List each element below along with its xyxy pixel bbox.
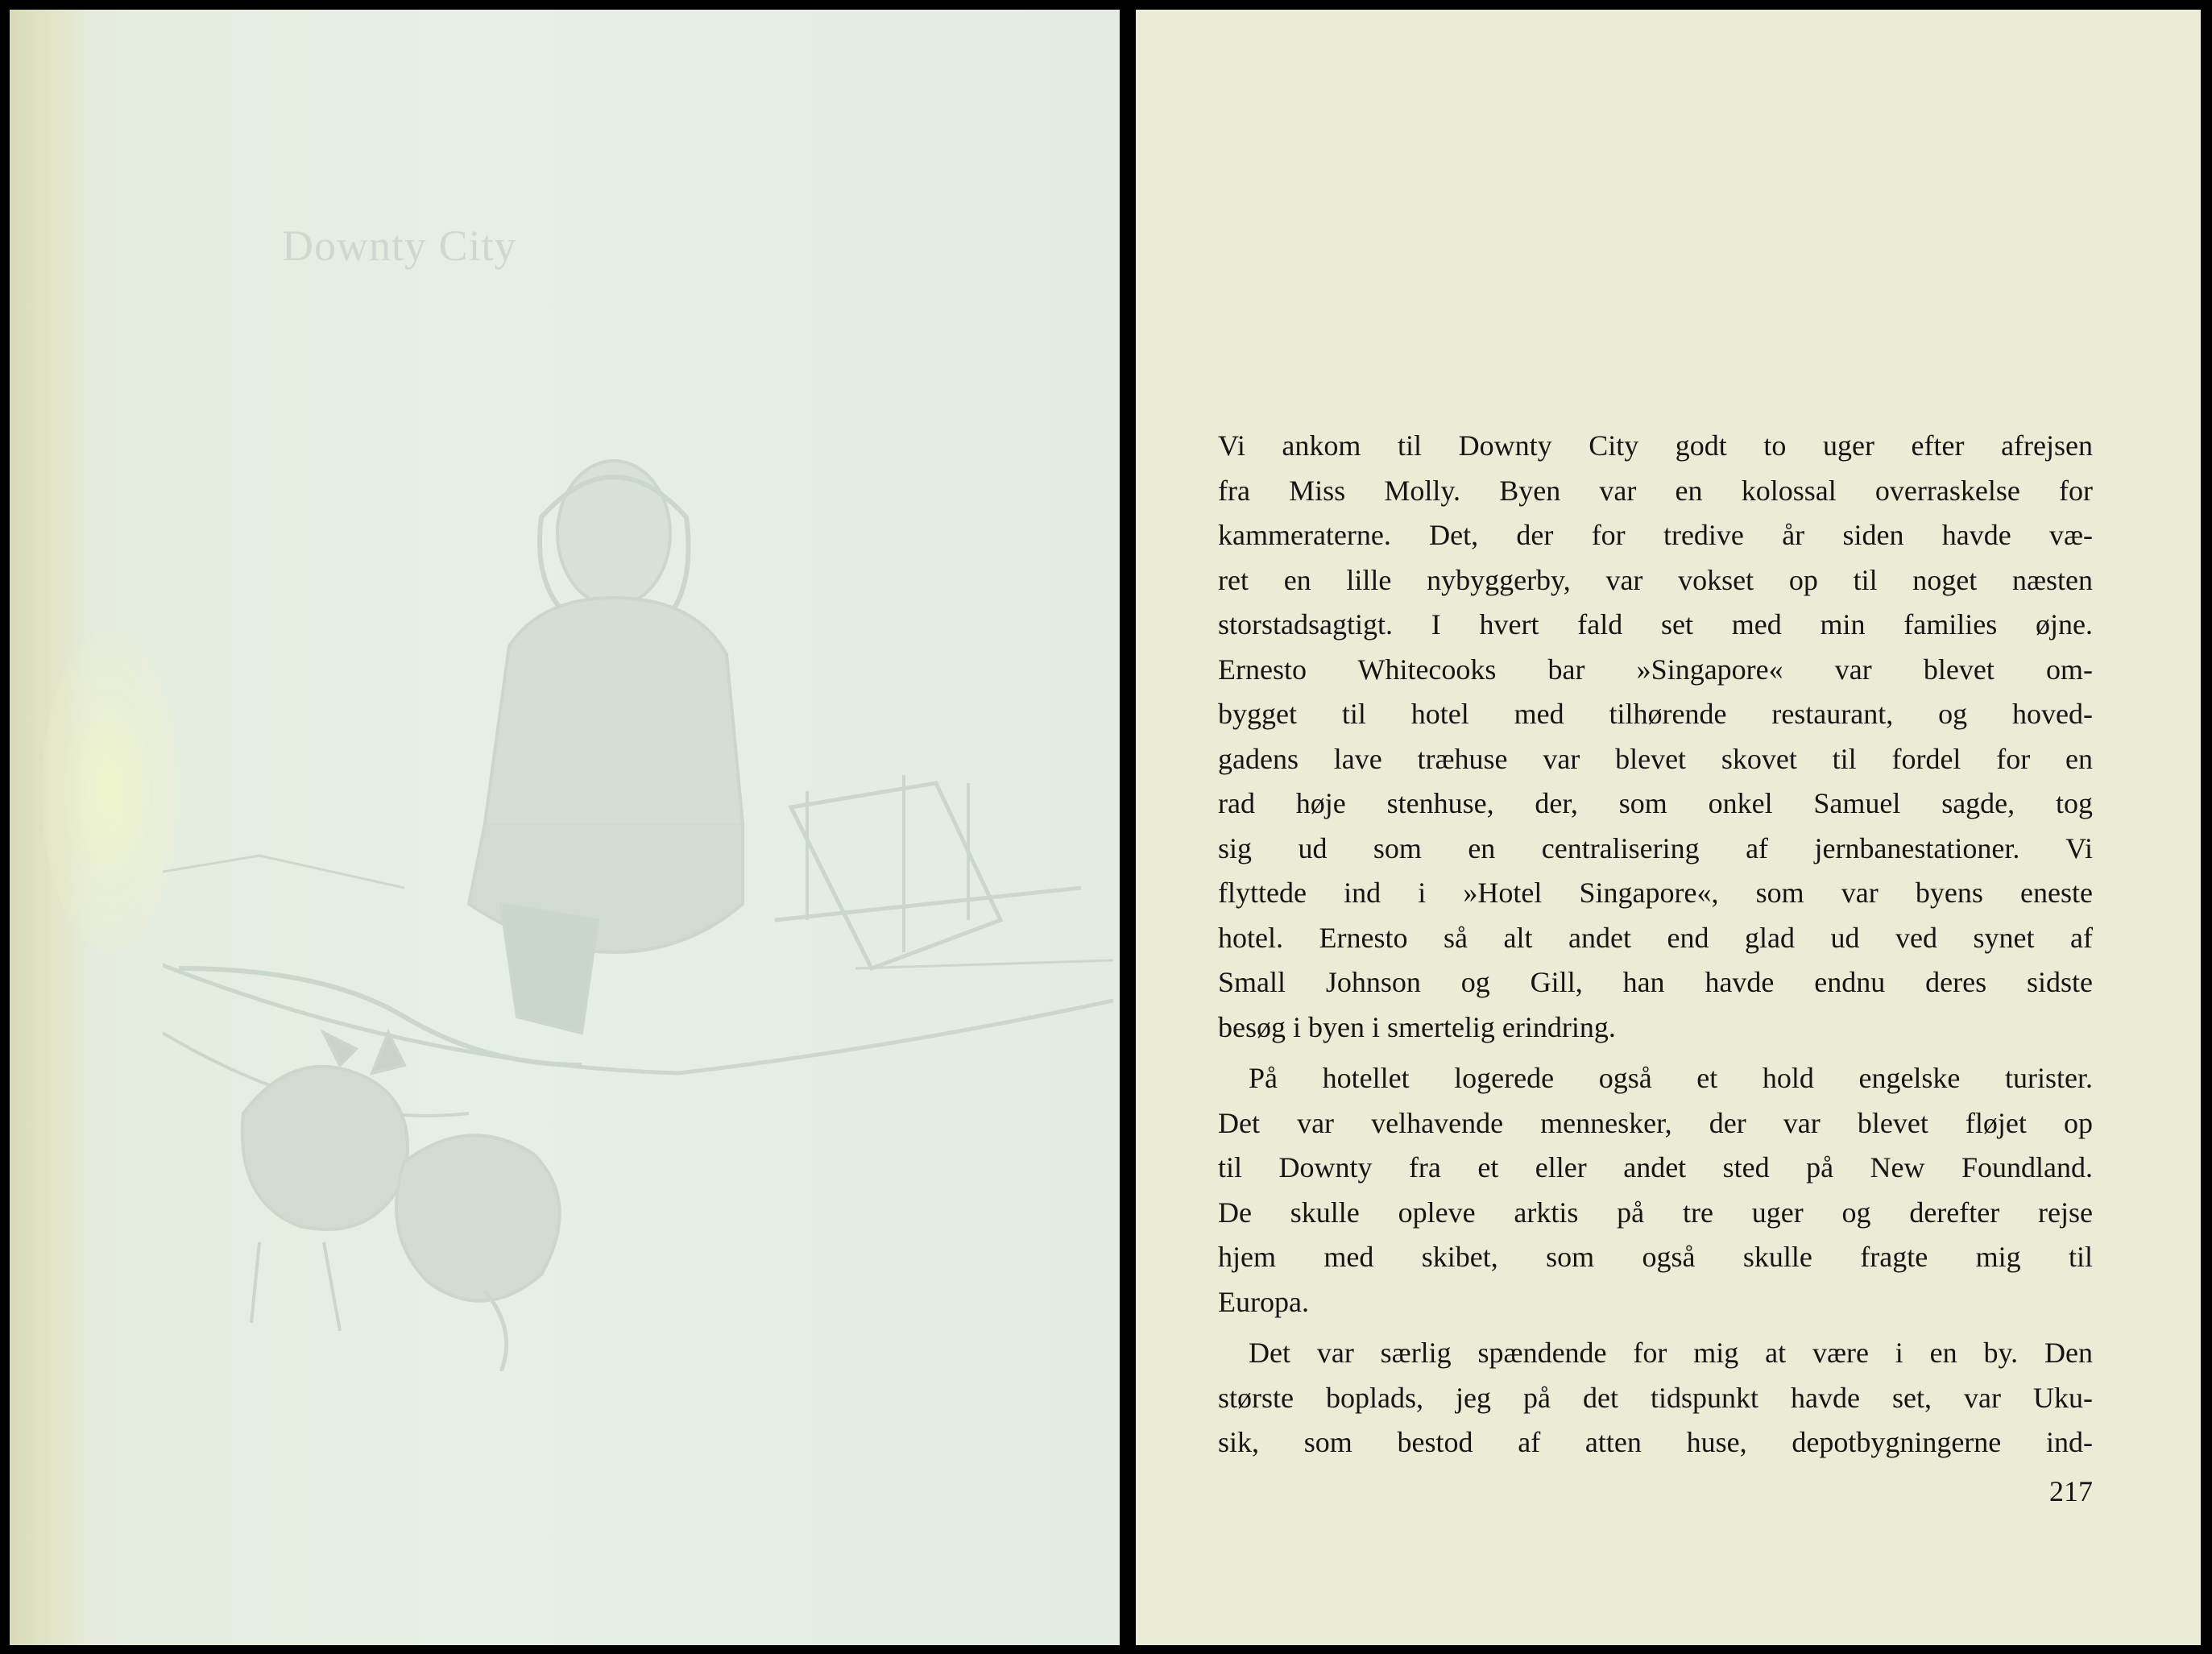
left-page [10,10,1120,1645]
text-line: sig ud som en centralisering af jernbanestationer. Vi [1218,831,2093,864]
text-line: største boplads, jeg på det tidspunkt havde set, var Uku- [1218,1381,2093,1414]
text-line: På hotellet logerede også et hold engelske turister. [1249,1062,2093,1094]
text-line: Ernesto Whitecooks bar »Singapore« var blevet om- [1218,653,2093,686]
text-line: hotel. Ernesto så alt andet end glad ud ved synet af [1218,921,2093,954]
text-line: Det var særlig spændende for mig at være i en by. Den [1249,1337,2093,1369]
hunter-sled-illustration [163,404,1113,1371]
text-line: ret en lille nybyggerby, var vokset op til noget næsten [1218,563,2093,596]
text-line: hjem med skibet, som også skulle fragte mig til [1218,1241,2093,1273]
text-line: kammeraterne. Det, der for tredive år siden havde væ- [1218,519,2093,551]
text-line: bygget til hotel med tilhørende restaurant, og hoved- [1218,698,2093,730]
text-line: Vi ankom til Downty City godt to uger efter afrejsen [1218,429,2093,462]
text-line: Det var velhavende mennesker, der var blevet fløjet op [1218,1106,2093,1139]
text-line: Small Johnson og Gill, han havde endnu deres sidste [1218,966,2093,998]
text-line: Europa. [1218,1285,1309,1318]
right-page [1136,10,2201,1645]
text-line: gadens lave træhuse var blevet skovet til fordel for en [1218,742,2093,775]
page-number: 217 [2049,1475,2093,1507]
text-line: sik, som bestod af atten huse, depotbygningerne ind- [1218,1426,2093,1458]
text-line: til Downty fra et eller andet sted på New Foundland. [1218,1151,2093,1184]
text-line: De skulle opleve arktis på tre uger og derefter rejse [1218,1196,2093,1229]
text-line: fra Miss Molly. Byen var en kolossal overraskelse for [1218,474,2093,507]
light-glare [42,630,179,952]
body-text [1218,424,2093,1465]
text-line: rad høje stenhuse, der, som onkel Samuel sagde, tog [1218,787,2093,819]
text-line: storstadsagtigt. I hvert fald set med min families øjne. [1218,608,2093,640]
text-line: flyttede ind i »Hotel Singapore«, som var byens eneste [1218,877,2093,909]
chapter-title-bleedthrough: Downty City [282,222,517,270]
text-line: besøg i byen i smertelig erindring. [1218,1010,1616,1043]
